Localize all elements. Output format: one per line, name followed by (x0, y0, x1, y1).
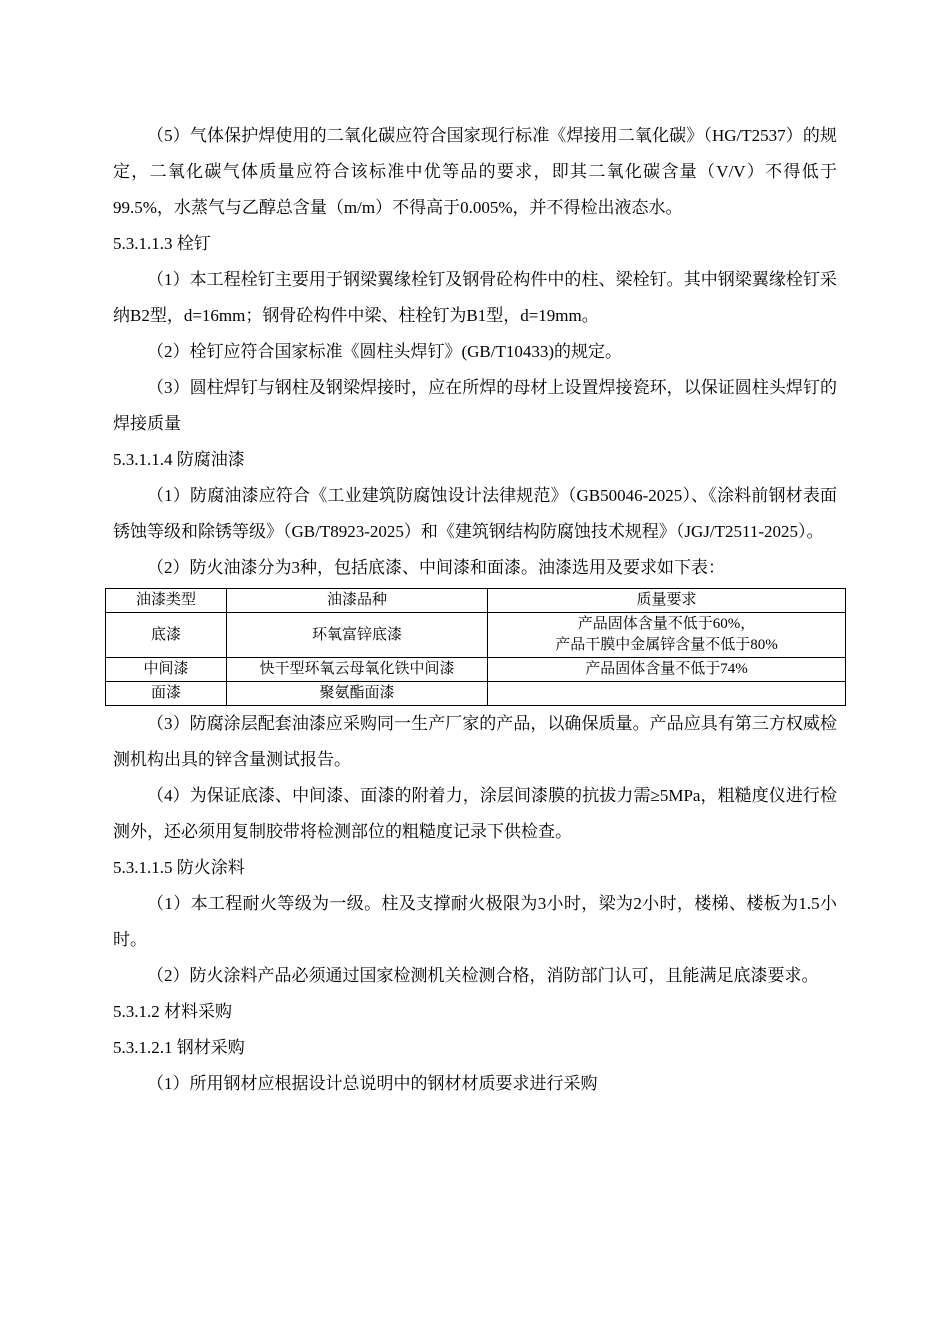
paragraph: （3）圆柱焊钉与钢柱及钢梁焊接时，应在所焊的母材上设置焊接瓷环，以保证圆柱头焊钉的焊接质量 (113, 378, 837, 433)
table-header-cell: 油漆品种 (227, 589, 488, 613)
table-cell-type: 面漆 (106, 682, 227, 706)
paragraph: （2）防火油漆分为3种，包括底漆、中间漆和面漆。油漆选用及要求如下表： (147, 558, 725, 577)
table-cell-requirement (488, 613, 846, 658)
paragraph: （1）防腐油漆应符合《工业建筑防腐蚀设计法律规范》（GB50046-2025）、《涂料前钢材表面锈蚀等级和除锈等级》（GB/T8923-2025）和《建筑钢结构防腐蚀技术规程》（JGJ/T2511-2025）。 (113, 486, 837, 541)
section-heading: 5.3.1.1.4 防腐油漆 (113, 450, 245, 469)
document-page (113, 118, 837, 1102)
table-row (106, 658, 846, 682)
section-heading: 5.3.1.2 材料采购 (113, 1002, 232, 1021)
section-heading: 5.3.1.1.3 栓钉 (113, 234, 211, 253)
table-row (106, 682, 846, 706)
paragraph: （1）本工程栓钉主要用于钢梁翼缘栓钉及钢骨砼构件中的柱、梁栓钉。其中钢梁翼缘栓钉采纳B2型，d=16mm；钢骨砼构件中梁、柱栓钉为B1型，d=19mm。 (113, 270, 837, 325)
requirement-line: 产品干膜中金属锌含量不低于80% (555, 637, 778, 653)
paragraph: （3）防腐涂层配套油漆应采购同一生产厂家的产品，以确保质量。产品应具有第三方权威检测机构出具的锌含量测试报告。 (113, 714, 837, 769)
paragraph: （1）所用钢材应根据设计总说明中的钢材材质要求进行采购 (147, 1074, 598, 1093)
paragraph: （2）防火涂料产品必须通过国家检测机关检测合格，消防部门认可，且能满足底漆要求。 (147, 966, 819, 985)
table-cell-variety: 聚氨酯面漆 (227, 682, 488, 706)
paint-spec-table (105, 588, 846, 706)
table-header-row (106, 589, 846, 613)
table-cell-requirement (488, 682, 846, 706)
paragraph: （5）气体保护焊使用的二氧化碳应符合国家现行标准《焊接用二氧化碳》（HG/T2537）的规定，二氧化碳气体质量应符合该标准中优等品的要求，即其二氧化碳含量（V/V）不得低于99.5%，水蒸气与乙醇总含量（m/m）不得高于0.005%，并不得检出液态水。 (113, 126, 837, 217)
paragraph: （1）本工程耐火等级为一级。柱及支撑耐火极限为3小时，梁为2小时，楼梯、楼板为1.5小时。 (113, 894, 837, 949)
section-heading: 5.3.1.1.5 防火涂料 (113, 858, 245, 877)
table-cell-variety: 环氧富锌底漆 (227, 613, 488, 658)
table-cell-type: 中间漆 (106, 658, 227, 682)
requirement-line: 产品固体含量不低于60%， (577, 616, 756, 632)
table-header-cell: 质量要求 (488, 589, 846, 613)
table-cell-type: 底漆 (106, 613, 227, 658)
table-header-cell: 油漆类型 (106, 589, 227, 613)
section-heading: 5.3.1.2.1 钢材采购 (113, 1038, 245, 1057)
paragraph: （2）栓钉应符合国家标准《圆柱头焊钉》(GB/T10433)的规定。 (147, 342, 623, 361)
table-cell-requirement: 产品固体含量不低于74% (488, 658, 846, 682)
table-cell-variety: 快干型环氧云母氧化铁中间漆 (227, 658, 488, 682)
paragraph: （4）为保证底漆、中间漆、面漆的附着力，涂层间漆膜的抗拔力需≥5MPa，粗糙度仪进行检测外，还必须用复制胶带将检测部位的粗糙度记录下供检查。 (113, 786, 837, 841)
table-row (106, 613, 846, 658)
